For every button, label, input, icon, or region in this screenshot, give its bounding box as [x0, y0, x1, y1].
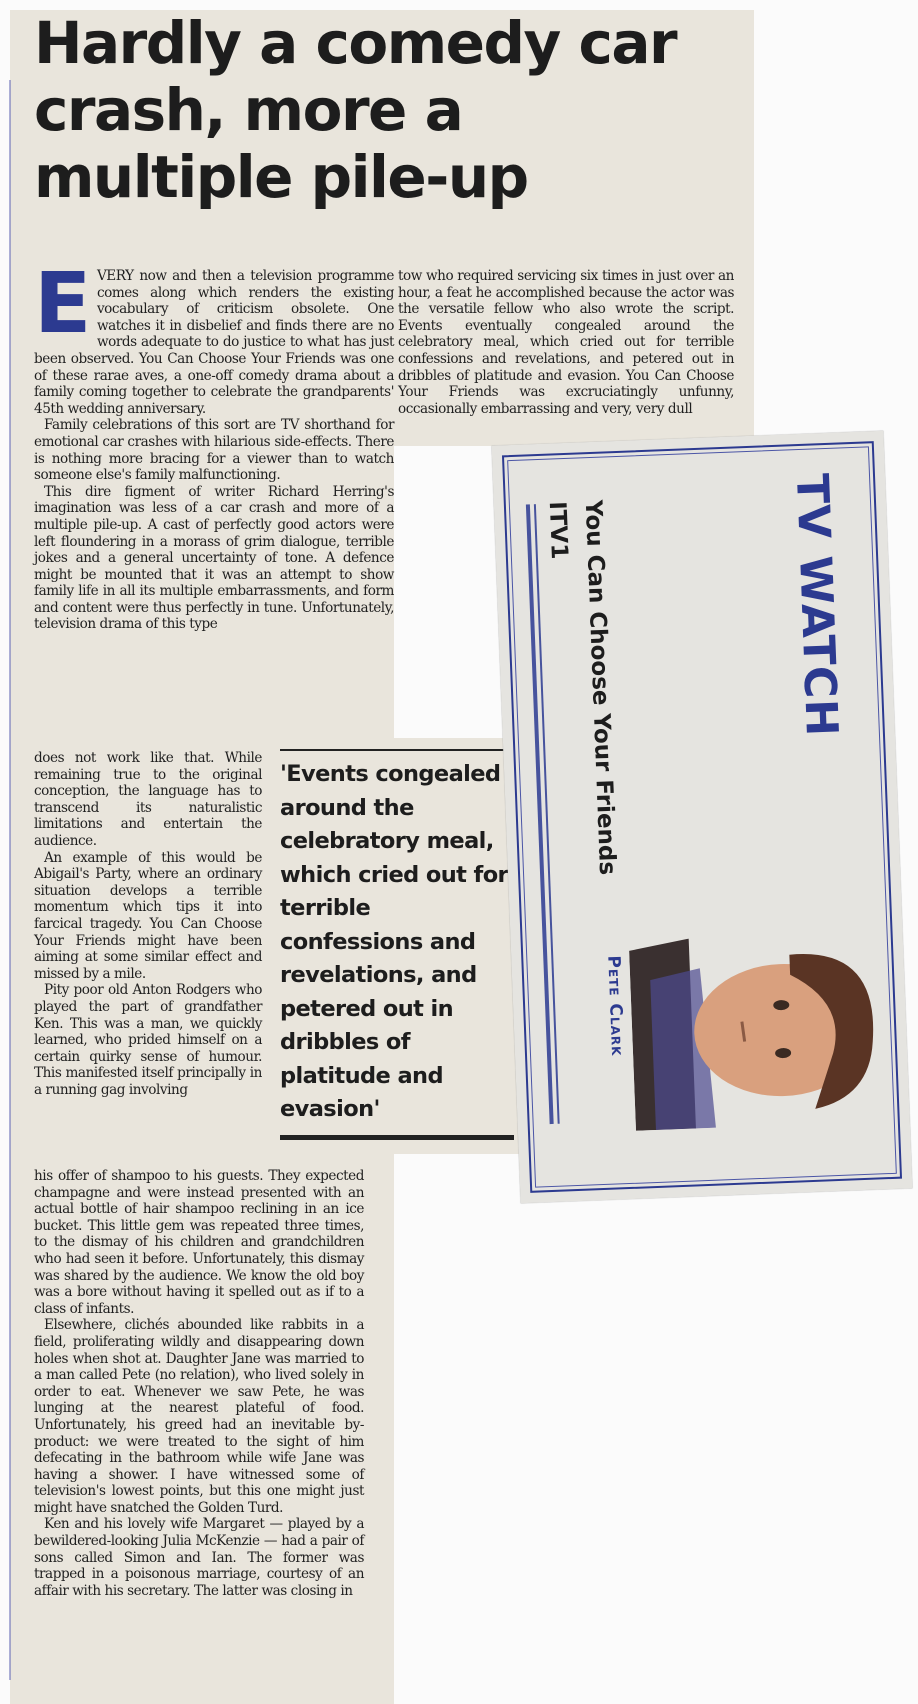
article-paragraph: This dire figment of writer Richard Herring's imagination was less of a car crash and more of a multiple pile-up. A cast of perfectly good actors were left floundering in a morass of grim dialogue, terrible jokes and a general uncertainty of tone. A defence might be mounted that it was an attempt to show family life in all its multiple embarrassments, and form and content were thus perfectly in tune. Unfortunately, television drama of this type — [34, 483, 394, 633]
article-column-1-lower — [34, 1168, 364, 1599]
headline: Hardly a comedy car crash, more a multiple pile-up — [34, 9, 677, 211]
pull-quote: 'Events congealed around the celebratory meal, which cried out for terrible confessions and revelations, and petered out in dribbles of platitude and evasion' — [280, 749, 514, 1140]
article-paragraph: An example of this would be Abigail's Party, where an ordinary situation develops a terrible momentum which tips it into farcical tragedy. You Can Choose Your Friends might have been aiming at some similar effect and missed by a mile. — [34, 849, 262, 982]
article-paragraph: tow who required servicing six times in just over an hour, a feat he accomplished because the actor was the versatile fellow who also wrote the script. Events eventually congealed around the celebratory meal, which cried out for terrible confessions and revelations, and petered out in dribbles of platitude and evasion. You Can Choose Your Friends was excruciatingly unfunny, occasionally embarrassing and very, very dull — [398, 268, 734, 417]
article-column-1-upper — [34, 254, 394, 633]
clipping-edge-line — [9, 80, 11, 1680]
author-photo — [629, 931, 886, 1130]
drop-cap: E — [34, 254, 91, 352]
article-column-2 — [398, 268, 734, 417]
show-title: You Can Choose Your Friends — [579, 499, 621, 876]
author-byline: Pete Clark — [603, 955, 628, 1057]
article-paragraph: Pity poor old Anton Rodgers who played the part of grandfather Ken. This was a man, we quickly learned, who prided himself on a certain quirky sense of humour. This manifested itself principally in a running gag involving — [34, 982, 262, 1098]
tv-watch-title: TV WATCH — [785, 472, 848, 739]
article-paragraph: Family celebrations of this sort are TV shorthand for emotional car crashes with hilarious side-effects. There is nothing more bracing for a viewer than to watch someone else's family malfunctioning. — [34, 417, 394, 484]
article-paragraph: Elsewhere, clichés abounded like rabbits in a field, proliferating wildly and disappearing down holes when shot at. Daughter Jane was married to a man called Pete (no relation), who lived solely in order to eat. Whenever we saw Pete, he was lunging at the nearest plateful of food. Unfortunately, his greed had an inevitable by-product: we were treated to the sight of him defecating in the bathroom while wife Jane was having a shower. I have witnessed some of television's lowest points, but this one might just might have snatched the Golden Turd. — [34, 1317, 364, 1516]
article-paragraph: VERY now and then a television programme comes along which renders the existing vocabulary of criticism obsolete. One watches it in disbelief and finds there are no words adequate to do justice to what has just been observed. You Can Choose Your Friends was one of these rarae aves, a one-off comedy drama about a family coming together to celebrate the grandparents' 45th wedding anniversary. — [34, 268, 394, 417]
article-paragraph: his offer of shampoo to his guests. They expected champagne and were instead presented with an actual bottle of hair shampoo reclining in an ice bucket. This little gem was repeated three times, to the dismay of his children and grandchildren who had seen it before. Unfortunately, this dismay was shared by the audience. We know the old boy was a bore without having it spelled out as if to a class of infants. — [34, 1168, 364, 1317]
article-paragraph: Ken and his lovely wife Margaret — played by a bewildered-looking Julia McKenzie — had a pair of sons called Simon and Ian. The former was trapped in a poisonous marriage, courtesy of an affair with his secretary. The latter was closing in — [34, 1516, 364, 1599]
article-paragraph: does not work like that. While remaining true to the original conception, the language has to transcend its naturalistic limitations and entertain the audience. — [34, 750, 262, 849]
channel-name: ITV1 — [543, 500, 572, 560]
article-column-1-narrow — [34, 750, 262, 1098]
tv-watch-box — [492, 431, 913, 1203]
